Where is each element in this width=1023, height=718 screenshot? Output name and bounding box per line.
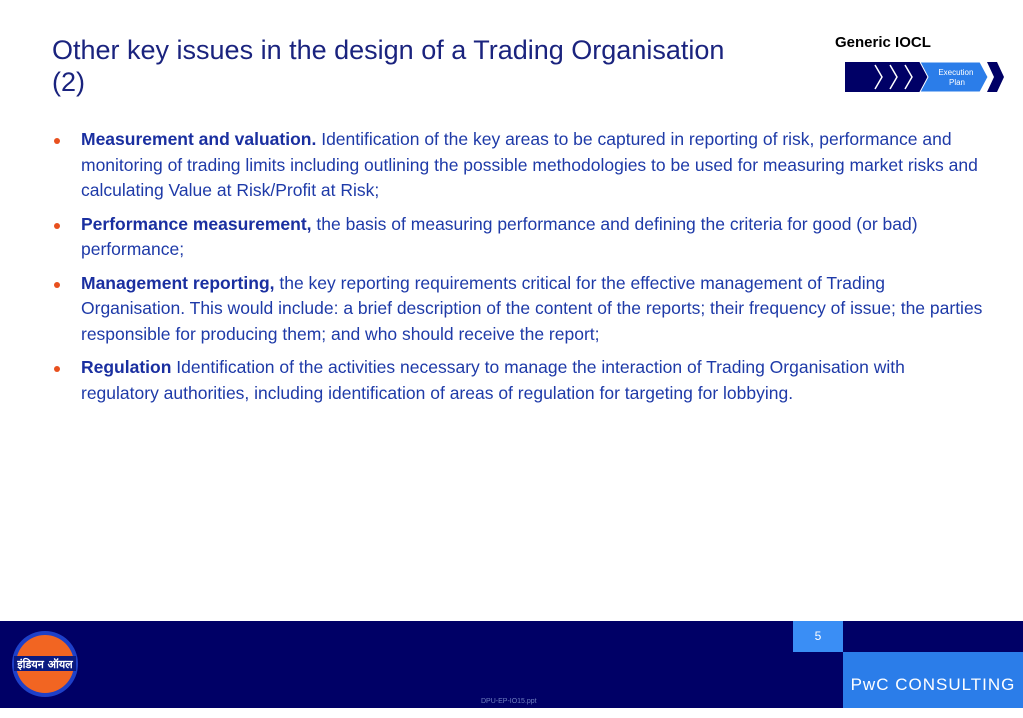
brand-label: Generic IOCL [835, 34, 931, 51]
progress-nav [845, 62, 1005, 92]
indian-oil-logo [10, 629, 80, 699]
bullet-dot [54, 366, 60, 372]
item-heading: Performance measurement, [81, 213, 312, 234]
slide-title: Other key issues in the design of a Trading Organisation (2) [52, 35, 725, 97]
progress-step-label: Execution Plan [938, 68, 974, 87]
progress-step-active [920, 62, 988, 92]
list-item [54, 127, 984, 204]
bullet-dot [54, 282, 60, 288]
logo-text: इंडियन ऑयल [17, 658, 73, 671]
list-item [54, 212, 984, 263]
consulting-logo: PwC CONSULTING [843, 652, 1023, 708]
bullet-dot [54, 223, 60, 229]
item-text: the basis of measuring performance and defining the criteria for good (or bad) performance; [81, 213, 918, 259]
file-code: DPU-EP-IO15.ppt [481, 698, 537, 705]
progress-step-end [987, 62, 1004, 92]
bullet-dot [54, 138, 60, 144]
item-heading: Measurement and valuation. [81, 129, 317, 149]
item-heading: Regulation [81, 357, 172, 377]
page-number: 5 [793, 621, 843, 652]
item-heading: Management reporting, [81, 272, 275, 293]
item-text: Identification of the key areas to be captured in reporting of risk, performance and monitoring of trading limits including outlining the possible methodologies to be used for measuring market risks and calculating Value at Risk/Profit at Risk; [81, 129, 978, 200]
list-item [54, 355, 984, 406]
bullet-list [54, 127, 984, 414]
item-text: the key reporting requirements critical for the effective management of Trading Organisation. This would include: a brief description of the content of the reports; their frequency of issue; the parties responsible for producing them; and who should receive the report; [81, 272, 983, 344]
item-text: Identification of the activities necessary to manage the interaction of Trading Organisation with regulatory authorities, including identification of areas of regulation for targeting for lobbying. [81, 357, 905, 403]
list-item [54, 271, 984, 348]
